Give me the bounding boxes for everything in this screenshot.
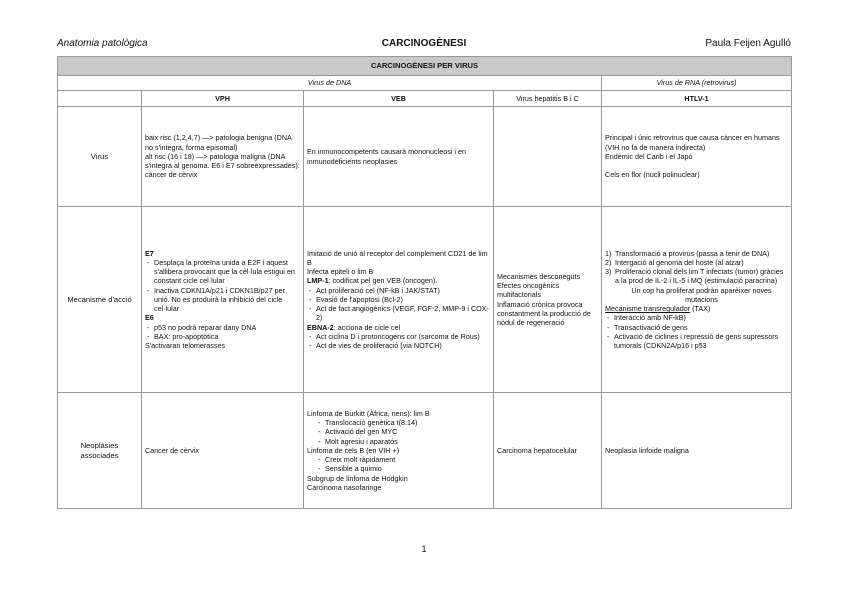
transregulator-desc: (TAX) [690,304,711,314]
lmp1-title: LMP-1 [307,276,329,286]
col-header-vph: VPH [142,91,304,107]
table-title: CARCINOGÈNESI PER VIRUS [58,57,792,76]
virus-carcinogenesis-table [57,56,792,509]
telomerase-note: S'activaran telomerasses [145,340,226,350]
ebna2-desc: : acciona de cicle cel [333,322,401,332]
ebna2-title: EBNA-2 [307,322,334,332]
mechanism-hep-cell: Mecanismes desconeguts Efectes oncogènics multifactorials Inflamació crònica provoca constantment la producció de nòdul de regeneració [494,207,602,393]
list-item: - Desplaça la proteïna unida a E2F i aquest s'allibera provocant que la cèl·lula estigui en constant cicle cel·lular [145,258,300,286]
lmp1-desc: : codificat pel gen VEB (oncogen). [328,276,438,286]
virus-htlv-cell: Principal i únic retrovirus que causa càncer en humans (VIH no fa de manera indirecta) Endèmic del Carib i el Japó Cels en flor (nucli polinuclear) [602,107,792,207]
header-author: Paula Feijen Agulló [705,38,791,49]
col-header-hepatitis: Virus hepatitis B i C [494,91,602,107]
list-item: - Activació del gen MYC [307,427,490,436]
list-item: - Act de fact angiogènics (VEGF, FGF-2, MMP-9 i COX-2) [307,304,490,322]
neoplasm-vph-cell: Cancer de cèrvix [142,393,304,509]
row-label-virus: Virus [58,107,142,207]
e7-title: E7 [145,248,154,258]
header-subject: Anatomia patològica [57,38,148,49]
list-item: - Evasió de l'apoptosi (Bcl-2) [307,295,490,304]
col-header-veb: VEB [304,91,494,107]
header-title: CARCINOGÈNESI [381,38,467,49]
list-item: - Sensible a quimio [307,464,490,473]
page-number: 1 [421,544,427,554]
list-item: 1) Transformació a provirus (passa a tenir de DNA) [605,248,770,258]
table-row [58,393,792,509]
list-item: - Act de vies de proliferació (via NOTCH) [307,341,490,350]
neoplasm-htlv-cell: Neoplasia linfoide maligna [602,393,792,509]
e6-title: E6 [145,313,154,323]
row-label-neoplasms: Neoplàsies associades [58,393,142,509]
list-item: - p53 no podrà reparar dany DNA [145,323,300,332]
mechanism-veb-cell [304,207,494,393]
list-item: 3) Proliferació clonal dels lim T infectats (tumor) gràcies a la prod de IL-2 i IL-5 i MQ (estimulació paracrina) [605,267,784,286]
mutation-note: Un cop ha proliferat podràn aparèixer noves mutacions [631,285,772,304]
list-item: - Molt agresiu i aparatós [307,437,490,446]
list-item: 2) Intergació al genoma del hoste (al atzar) [605,258,744,268]
rna-virus-heading: Virus de RNA (retrovirus) [602,76,792,91]
list-item: - Transactivació de gens [605,323,788,332]
burkitt-lymphoma: Linfoma de Burkitt (Àfrica, nens): lim B [307,409,430,419]
table-row [58,107,792,207]
table-row [58,207,792,393]
virus-hep-cell [494,107,602,207]
col-header-htlv: HTLV-1 [602,91,792,107]
neoplasm-hep-cell: Carcinoma hepatocelular [494,393,602,509]
list-item: - BAX: pro-apoptòtica [145,332,300,341]
list-item: - Translocació genètica t(8:14) [307,418,490,427]
veb-intro: Imitació de unió al receptor del complement CD21 de lim B Infecta epiteli o lim B [307,248,488,277]
list-item: - Act ciclina D i protoncogens cor (sarcoma de Rous) [307,332,490,341]
neoplasm-veb-cell [304,393,494,509]
virus-vph-cell: baix risc (1,2,4,7) —> patologia benigna (DNA no s'integra, forma episomal) alt risc (16 i 18) —> patologia maligna (DNA s'integra al genoma. E6 i E7 sobreexpressades): càncer de cèrvix [142,107,304,207]
nasopharyngeal-carcinoma: Carcinoma nasofaringe [307,482,382,492]
list-item: - Interacció amb NF-kB) [605,313,788,322]
virus-veb-cell: En inmunocompetents causarà mononucleosi i en inmunodeficients neoplasies [304,107,494,207]
list-item: - Creix molt ràpidament [307,455,490,464]
row-label-mechanism: Mecanisme d'acció [58,207,142,393]
b-cell-lymphoma: Linfoma de cels B (en VIH +) [307,445,400,455]
mechanism-htlv-cell [602,207,792,393]
mechanism-vph-cell [142,207,304,393]
list-item: - Inactiva CDKN1A/p21 i CDKN1B/p27 per unió. No es produirà la inhibició del cicle cel·lular [145,286,300,314]
list-item: - Activació de ciclines i repressió de gens supressors tumorals (CDKN2A/p16 i p53 [605,332,788,350]
corner-cell [58,91,142,107]
list-item: - Act proliferació cel (NF-kB i JAK/STAT) [307,286,490,295]
page-header [57,38,791,52]
hodgkin-subgroup: Subgrup de linfoma de Hodgkin [307,473,408,483]
transregulator-title: Mecanisme transregulador [605,304,691,314]
dna-virus-heading: Virus de DNA [58,76,602,91]
